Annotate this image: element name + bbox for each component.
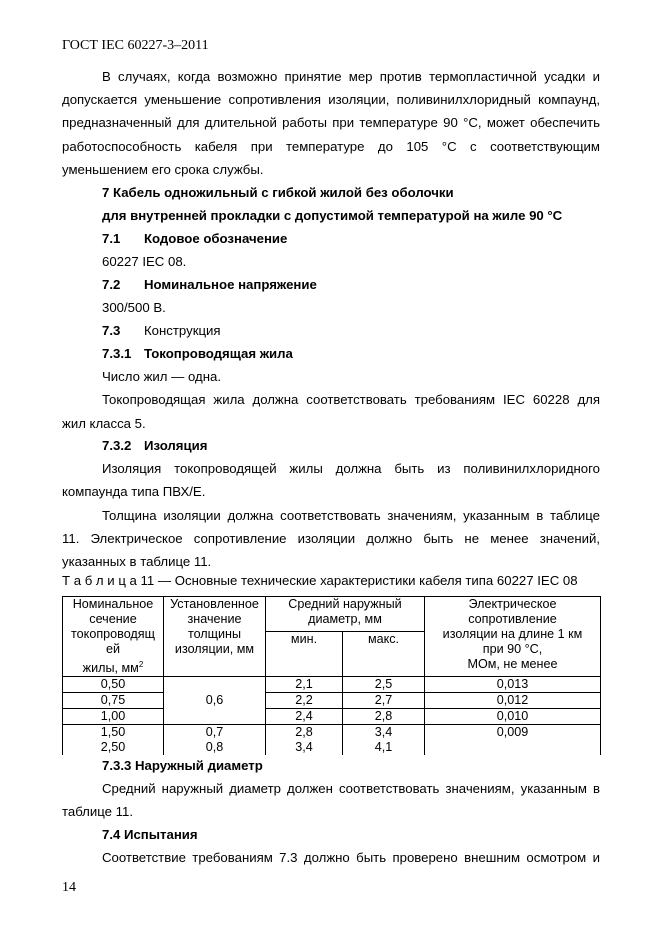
section-text: 300/500 В. — [102, 300, 166, 316]
section-number: 7.3.1 — [102, 346, 132, 361]
header-outer-diameter: Средний наружный диаметр, мм — [266, 597, 425, 632]
cell-section: 1,50 — [63, 725, 164, 741]
section-7-3-1 — [62, 342, 600, 435]
header-insulation-thickness: Установленное значение толщины изоляции, мм — [164, 597, 266, 677]
cell-resistance: 0,009 — [425, 725, 601, 756]
section-7-4 — [62, 823, 600, 869]
page-number: 14 — [62, 880, 76, 895]
section-number: 7.3 — [102, 323, 121, 338]
intro-line: работоспособность кабеля при температуре до 105 °С с соответствующим — [62, 138, 600, 154]
cell-min: 2,4 — [266, 709, 343, 725]
section-text: таблице 11. — [62, 804, 134, 820]
section-7-3-3 — [62, 754, 600, 824]
header-diameter-min: мин. — [266, 632, 343, 677]
section-text: 11. Электрическое сопротивление изоляции должно быть не менее значений, — [62, 530, 600, 546]
intro-line: В случаях, когда возможно принятие мер против термопластичной усадки и — [102, 69, 600, 84]
cell-min: 2,1 — [266, 677, 343, 693]
section-7-title-line2: для внутренней прокладки с допустимой температурой на жиле 90 °С — [102, 208, 563, 224]
section-number: 7.3.2 — [102, 438, 132, 453]
cell-section: 2,50 — [63, 740, 164, 755]
intro-line: предназначенный для длительной работы при температуре 90 °С, может обеспечить — [62, 115, 600, 131]
header-diameter-max: макс. — [343, 632, 425, 677]
section-7-title-line1: 7 Кабель одножильный с гибкой жилой без оболочки — [102, 185, 454, 200]
section-title: 7.3.3 Наружный диаметр — [102, 758, 263, 773]
section-text: Толщина изоляции должна соответствовать значениям, указанным в таблице — [102, 507, 600, 523]
section-text: жил класса 5. — [62, 415, 146, 431]
section-7-3-2 — [62, 434, 600, 573]
header-insulation-resistance: Электрическое сопротивление изоляции на длине 1 км при 90 °С, МОм, не менее — [425, 597, 601, 677]
intro-line: уменьшением его срока службы. — [62, 161, 264, 177]
cell-max: 2,7 — [343, 693, 425, 709]
table-caption: Т а б л и ц а 11 — Основные технические характеристики кабеля типа 60227 IEC 08 — [62, 573, 578, 588]
section-number: 7.2 — [102, 277, 121, 292]
cell-max: 3,4 — [343, 725, 425, 741]
intro-line: допускается уменьшение сопротивления изоляции, поливинилхлоридный компаунд, — [62, 92, 600, 108]
section-text: Соответствие требованиям 7.3 должно быть проверено внешним осмотром и — [102, 850, 600, 866]
cell-thickness: 0,8 — [164, 740, 266, 755]
cell-min: 3,4 — [266, 740, 343, 755]
section-7-1 — [62, 227, 600, 273]
cell-thickness: 0,6 — [164, 677, 266, 725]
section-title: Номинальное напряжение — [144, 277, 317, 292]
cell-max: 2,8 — [343, 709, 425, 725]
cell-resistance: 0,013 — [425, 677, 601, 693]
section-title: Изоляция — [144, 438, 208, 453]
section-title: Конструкция — [144, 323, 221, 338]
section-title: 7.4 Испытания — [102, 827, 198, 842]
section-text: 60227 IEC 08. — [102, 254, 187, 270]
cell-thickness: 0,7 — [164, 725, 266, 741]
section-text: компаунда типа ПВХ/Е. — [62, 484, 206, 500]
cell-min: 2,2 — [266, 693, 343, 709]
cell-max: 4,1 — [343, 740, 425, 755]
cell-resistance: 0,010 — [425, 709, 601, 725]
cell-section: 0,50 — [63, 677, 164, 693]
section-text: Средний наружный диаметр должен соответствовать значениям, указанным в — [102, 781, 600, 797]
cell-min: 2,8 — [266, 725, 343, 741]
intro-paragraph — [62, 65, 600, 181]
document-header: ГОСТ IEC 60227-3–2011 — [62, 38, 209, 53]
section-number: 7.1 — [102, 231, 121, 246]
section-7-3 — [62, 319, 600, 342]
cell-max: 2,5 — [343, 677, 425, 693]
section-text: Изоляция токопроводящей жилы должна быть из поливинилхлоридного — [102, 461, 600, 477]
cell-section: 1,00 — [63, 709, 164, 725]
section-title: Токопроводящая жила — [144, 346, 293, 361]
section-7-2 — [62, 273, 600, 319]
cell-section: 0,75 — [63, 693, 164, 709]
section-title: Кодовое обозначение — [144, 231, 288, 246]
section-text: Токопроводящая жила должна соответствовать требованиям IEC 60228 для — [102, 392, 600, 408]
characteristics-table — [62, 596, 601, 755]
section-text: указанных в таблице 11. — [62, 553, 212, 569]
cell-resistance: 0,012 — [425, 693, 601, 709]
header-nominal-section: Номинальное сечение токопроводящ ей жилы, $мм^2$ — [63, 597, 164, 677]
section-text: Число жил — одна. — [102, 369, 222, 385]
section-7-heading — [62, 181, 600, 227]
